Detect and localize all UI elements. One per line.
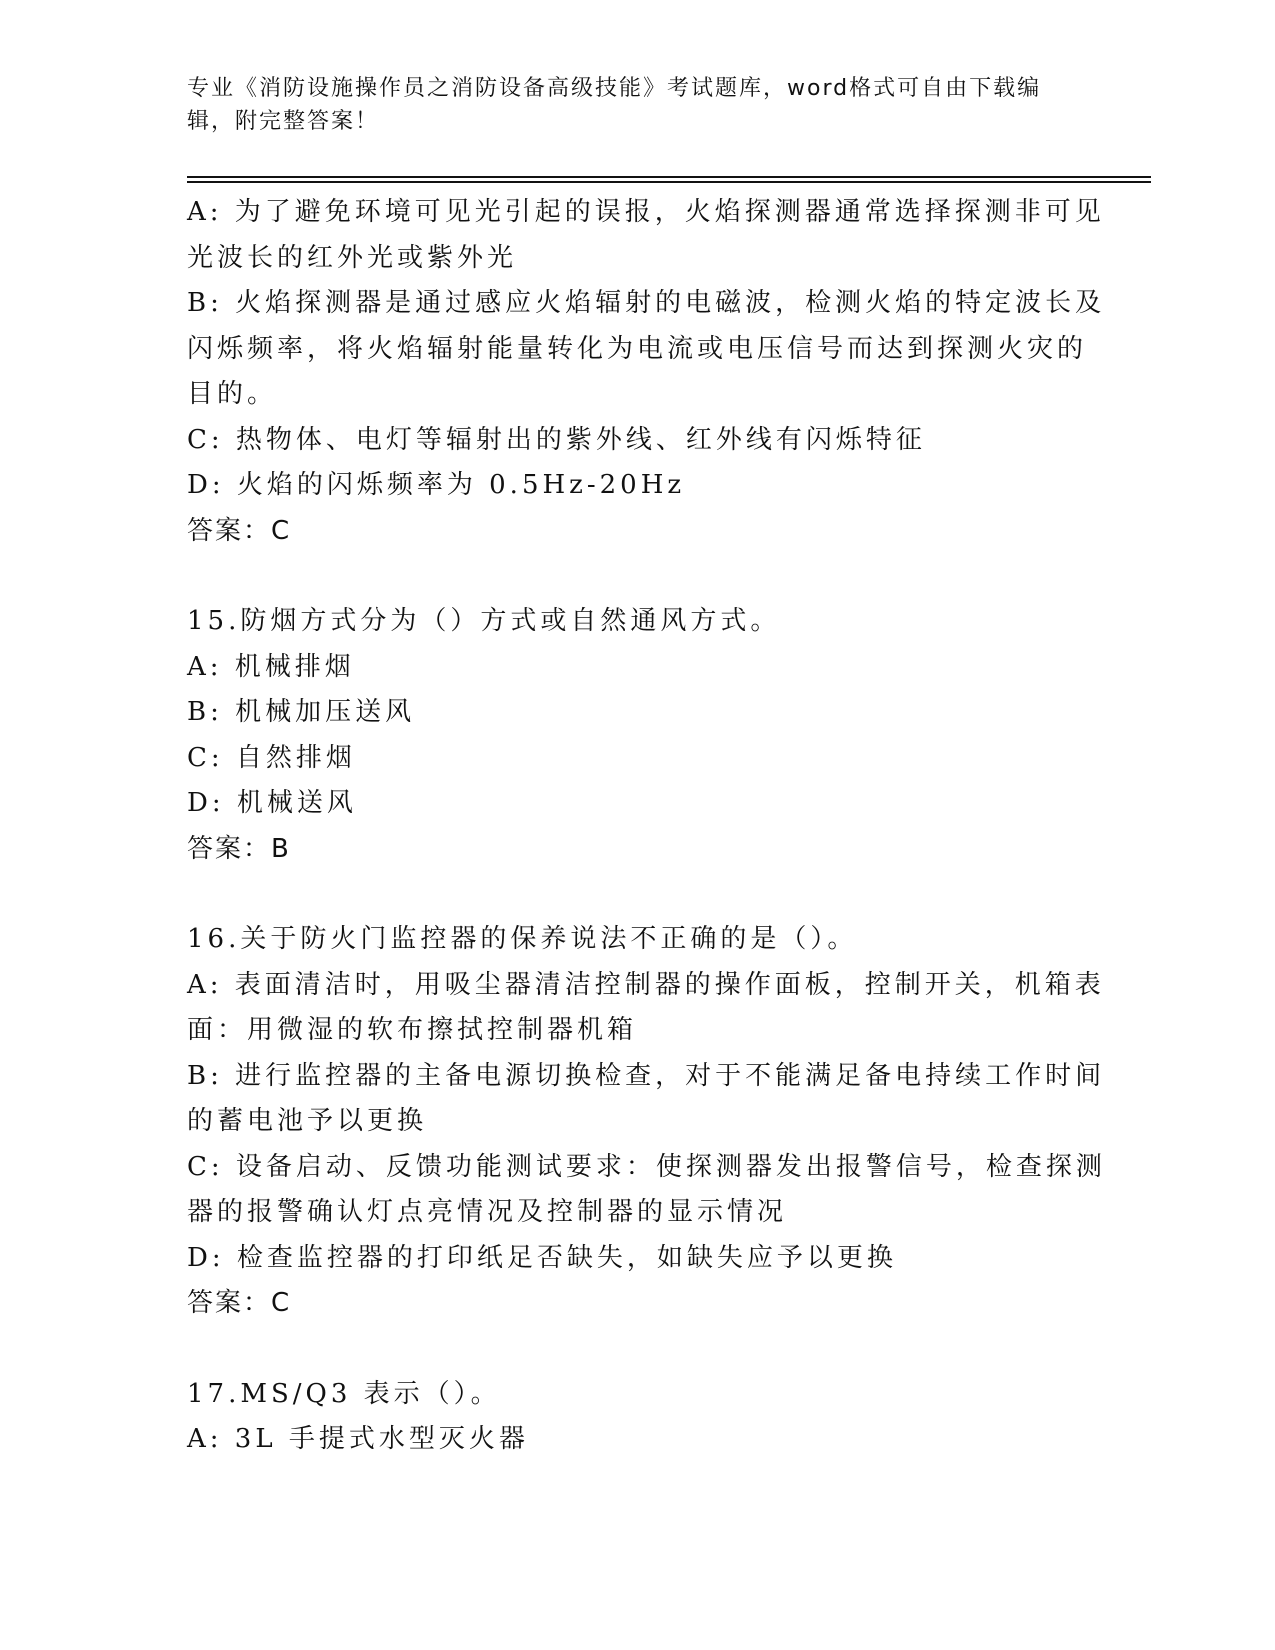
- q16-question: 16.关于防火门监控器的保养说法不正确的是（）。: [187, 924, 858, 954]
- q16-option-c-line1: C: 设备启动、反馈功能测试要求：使探测器发出报警信号，检查探测: [187, 1151, 1106, 1182]
- q14-option-a-line2: 光波长的红外光或紫外光: [187, 242, 518, 273]
- q16-option-a-line2: 面：用微湿的软布擦拭控制器机箱: [187, 1015, 638, 1045]
- q16-option-b-line1: B: 进行监控器的主备电源切换检查，对于不能满足备电持续工作时间: [187, 1060, 1106, 1091]
- spacer: [187, 1327, 1067, 1372]
- q14-option-b-line2: 闪烁频率，将火焰辐射能量转化为电流或电压信号而达到探测火灾的: [187, 333, 1088, 364]
- q16-option-b-line2: 的蓄电池予以更换: [187, 1106, 428, 1136]
- q14-option-a-line1: A: 为了避免环境可见光引起的误报，火焰探测器通常选择探测非可见: [187, 197, 1105, 227]
- question-15-block: [187, 599, 1067, 872]
- q15-answer: 答案：B: [187, 833, 291, 864]
- q15-option-d: D: 机械送风: [187, 788, 357, 818]
- q14-option-d: D: 火焰的闪烁频率为 0.5Hz-20Hz: [187, 470, 686, 500]
- q15-option-c: C: 自然排烟: [187, 742, 356, 773]
- question-content: [187, 190, 1106, 1463]
- q16-option-c-line2: 器的报警确认灯点亮情况及控制器的显示情况: [187, 1197, 788, 1227]
- q15-question: 15.防烟方式分为（）方式或自然通风方式。: [187, 606, 781, 636]
- q14-option-b-line3: 目的。: [187, 379, 278, 409]
- q14-option-b-line1: B: 火焰探测器是通过感应火焰辐射的电磁波，检测火焰的特定波长及: [187, 288, 1106, 318]
- question-14-block: [187, 190, 1106, 554]
- question-17-block: [187, 1372, 1067, 1463]
- q16-answer: 答案：C: [187, 1288, 292, 1318]
- document-header: [187, 72, 1067, 138]
- q14-option-c: C: 热物体、电灯等辐射出的紫外线、红外线有闪烁特征: [187, 424, 926, 455]
- q16-option-a-line1: A: 表面清洁时，用吸尘器清洁控制器的操作面板，控制开关，机箱表: [187, 969, 1105, 1000]
- q17-option-a: A: 3L 手提式水型灭火器: [187, 1424, 529, 1454]
- q17-question: 17.MS/Q3 表示（）。: [187, 1378, 501, 1409]
- header-intro-text: 专业《消防设施操作员之消防设备高级技能》考试题库，word格式可自由下载编辑，附完整答案！: [187, 76, 1042, 134]
- q14-answer: 答案：C: [187, 515, 292, 546]
- q16-option-d: D: 检查监控器的打印纸足否缺失，如缺失应予以更换: [187, 1242, 897, 1273]
- q15-option-b: B: 机械加压送风: [187, 697, 416, 727]
- header-divider-bottom: [187, 181, 1151, 183]
- spacer: [187, 554, 1067, 599]
- question-16-block: [187, 917, 1106, 1327]
- header-divider-top: [187, 176, 1151, 178]
- q15-option-a: A: 机械排烟: [187, 651, 355, 682]
- spacer: [187, 872, 1067, 917]
